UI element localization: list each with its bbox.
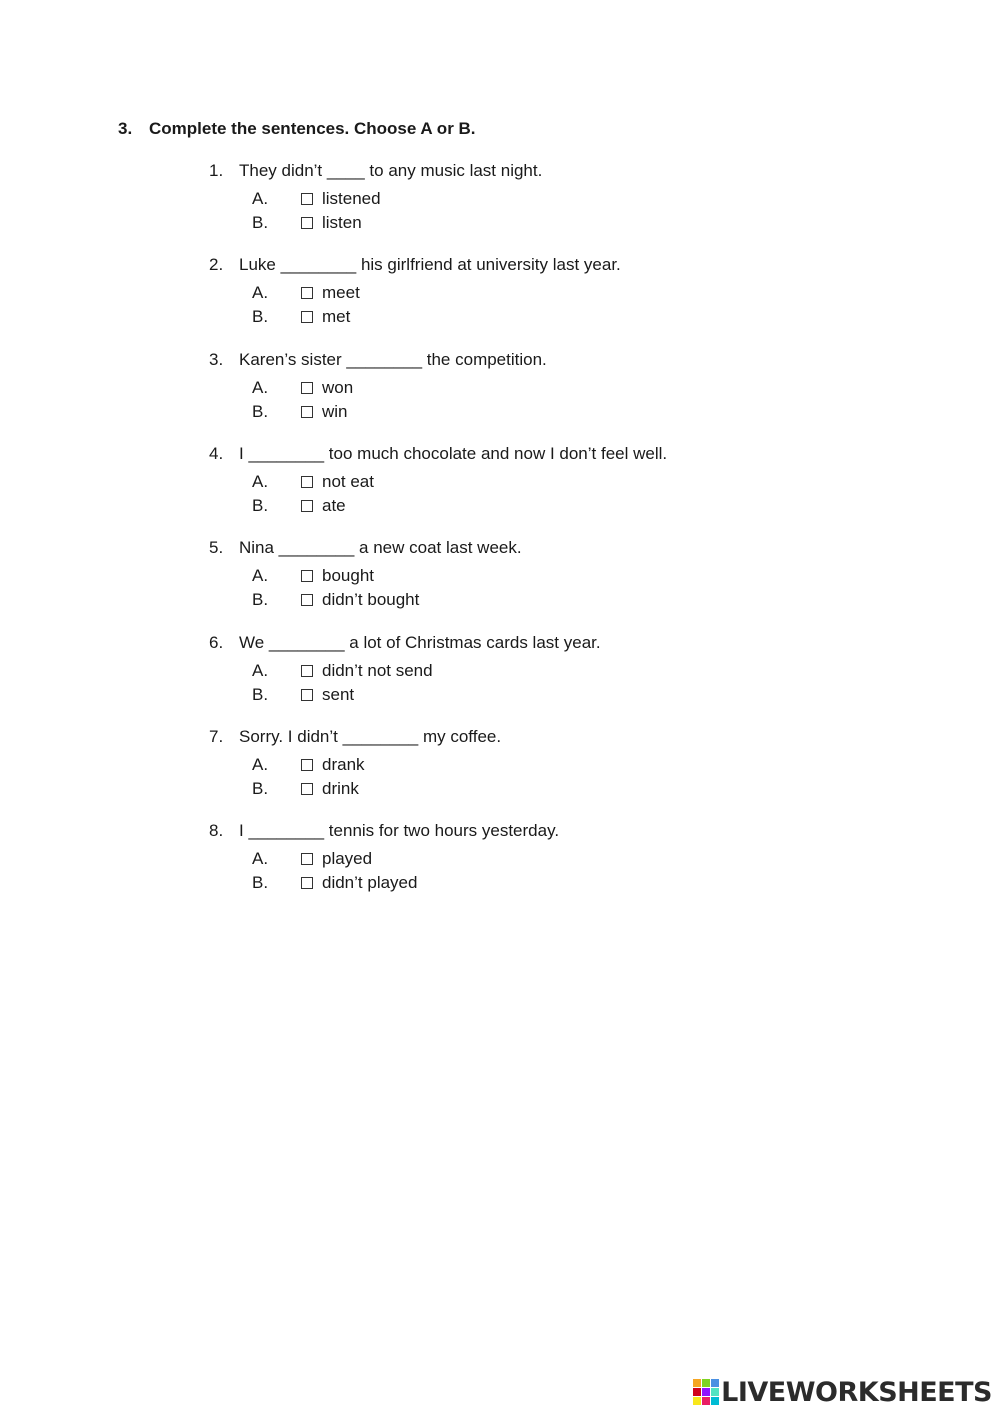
answer-checkbox[interactable] (301, 382, 313, 394)
question-text-line (209, 819, 909, 843)
section-title: Complete the sentences. Choose A or B. (149, 119, 476, 138)
answer-option[interactable] (209, 847, 909, 871)
answer-option[interactable] (209, 871, 909, 895)
answer-option[interactable] (209, 659, 909, 683)
section-number: 3. (118, 119, 133, 138)
logo-icon-square (702, 1379, 710, 1387)
option-label: met (322, 307, 351, 327)
option-label: didn’t played (322, 873, 418, 893)
option-letter: A. (252, 189, 269, 208)
question-item (209, 725, 909, 801)
logo-icon-square (693, 1397, 701, 1405)
answer-checkbox[interactable] (301, 570, 313, 582)
question-text: Karen’s sister ________ the competition. (239, 349, 547, 369)
option-letter: B. (252, 873, 269, 893)
answer-checkbox[interactable] (301, 287, 313, 299)
logo-icon-square (693, 1388, 701, 1396)
question-text-line (209, 725, 909, 749)
answer-option[interactable] (209, 683, 909, 707)
option-label: drank (322, 754, 365, 774)
logo-icon-square (693, 1379, 701, 1387)
option-letter: A. (252, 849, 269, 869)
answer-checkbox[interactable] (301, 217, 313, 229)
answer-option[interactable] (209, 564, 909, 588)
logo-icon-square (711, 1388, 719, 1396)
option-label: didn’t not send (322, 660, 433, 680)
question-text: They didn’t ____ to any music last night. (239, 161, 543, 180)
option-label: sent (322, 684, 355, 704)
option-label: listened (322, 189, 381, 208)
question-number: 2. (209, 255, 224, 275)
option-label: listen (322, 213, 362, 232)
answer-option[interactable] (209, 376, 909, 400)
question-number: 6. (209, 632, 224, 652)
option-letter: B. (252, 213, 269, 232)
question-item (209, 159, 909, 235)
answer-checkbox[interactable] (301, 500, 313, 512)
question-number: 7. (209, 726, 224, 746)
section-heading (118, 119, 476, 139)
liveworksheets-logo (693, 1377, 992, 1407)
answer-checkbox[interactable] (301, 594, 313, 606)
option-label: played (322, 849, 373, 869)
option-label: bought (322, 566, 374, 586)
answer-checkbox[interactable] (301, 877, 313, 889)
option-letter: A. (252, 754, 269, 774)
answer-option[interactable] (209, 281, 909, 305)
question-text-line (209, 159, 909, 183)
question-item (209, 442, 909, 518)
answer-option[interactable] (209, 494, 909, 518)
option-letter: B. (252, 590, 269, 610)
answer-checkbox[interactable] (301, 406, 313, 418)
question-item (209, 536, 909, 612)
answer-option[interactable] (209, 211, 909, 235)
option-letter: A. (252, 660, 269, 680)
question-text: We ________ a lot of Christmas cards last year. (239, 632, 601, 652)
question-number: 8. (209, 821, 224, 841)
question-text: Nina ________ a new coat last week. (239, 538, 522, 558)
answer-checkbox[interactable] (301, 689, 313, 701)
option-letter: A. (252, 471, 269, 491)
answer-checkbox[interactable] (301, 476, 313, 488)
option-letter: B. (252, 778, 269, 798)
option-label: didn’t bought (322, 590, 420, 610)
question-number: 3. (209, 349, 224, 369)
answer-option[interactable] (209, 187, 909, 211)
option-letter: B. (252, 495, 269, 515)
question-text-line (209, 536, 909, 560)
answer-option[interactable] (209, 588, 909, 612)
question-number: 1. (209, 161, 224, 180)
answer-checkbox[interactable] (301, 853, 313, 865)
question-text: I ________ tennis for two hours yesterday. (239, 821, 560, 841)
option-label: won (322, 377, 354, 397)
answer-checkbox[interactable] (301, 759, 313, 771)
answer-checkbox[interactable] (301, 783, 313, 795)
question-text: Luke ________ his girlfriend at university last year. (239, 255, 621, 275)
question-number: 4. (209, 443, 224, 463)
question-item (209, 631, 909, 707)
answer-option[interactable] (209, 753, 909, 777)
question-text: I ________ too much chocolate and now I don’t feel well. (239, 443, 668, 463)
answer-option[interactable] (209, 400, 909, 424)
option-letter: A. (252, 377, 269, 397)
option-label: meet (322, 283, 360, 303)
option-label: drink (322, 778, 359, 798)
option-label: not eat (322, 471, 374, 491)
answer-option[interactable] (209, 305, 909, 329)
logo-text: LIVEWORKSHEETS (721, 1376, 992, 1408)
option-letter: A. (252, 283, 269, 303)
question-item (209, 819, 909, 895)
answer-checkbox[interactable] (301, 311, 313, 323)
question-item (209, 253, 909, 329)
option-letter: B. (252, 401, 269, 421)
question-item (209, 348, 909, 424)
option-label: ate (322, 495, 346, 515)
answer-option[interactable] (209, 777, 909, 801)
question-text-line (209, 442, 909, 466)
logo-icon-square (702, 1388, 710, 1396)
logo-icon-square (711, 1379, 719, 1387)
logo-icon-square (702, 1397, 710, 1405)
question-text-line (209, 253, 909, 277)
question-text-line (209, 348, 909, 372)
question-number: 5. (209, 538, 224, 558)
question-text: Sorry. I didn’t ________ my coffee. (239, 726, 502, 746)
answer-option[interactable] (209, 470, 909, 494)
answer-checkbox[interactable] (301, 193, 313, 205)
logo-icon-square (711, 1397, 719, 1405)
option-letter: A. (252, 566, 269, 586)
option-label: win (322, 401, 348, 421)
liveworksheets-logo-icon (693, 1379, 719, 1405)
answer-checkbox[interactable] (301, 665, 313, 677)
question-text-line (209, 631, 909, 655)
option-letter: B. (252, 684, 269, 704)
option-letter: B. (252, 307, 269, 327)
